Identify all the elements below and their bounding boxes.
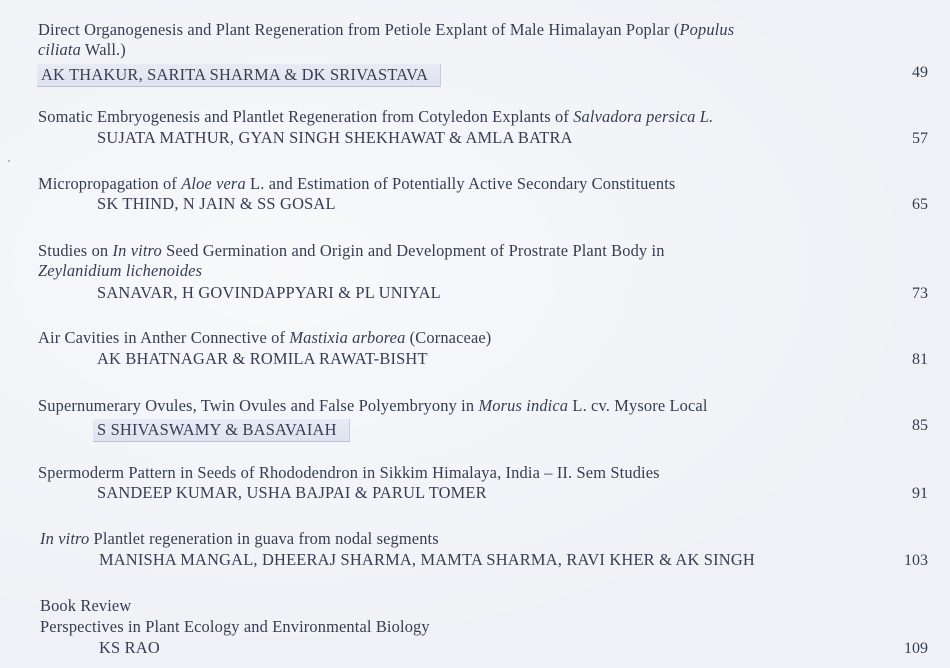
section-heading-book-review: Book Review [40,596,132,615]
article-title-1: Direct Organogenesis and Plant Regeneration from Petiole Explant of Male Himalayan Poplar (Populus ciliata Wall.) [38,20,735,59]
article-title-9: Perspectives in Plant Ecology and Environmental Biology [40,617,430,636]
article-authors-2: SUJATA MATHUR, GYAN SINGH SHEKHAWAT & AMLA BATRA [97,128,573,147]
article-authors-9: KS RAO [99,638,160,657]
page-number-9: 109 [904,640,928,657]
article-title-8: In vitro Plantlet regeneration in guava from nodal segments [40,529,439,548]
paper-speck [8,160,10,162]
article-authors-6: S SHIVASWAMY & BASAVAIAH [93,419,350,442]
article-authors-3: SK THIND, N JAIN & SS GOSAL [97,194,336,213]
article-title-5: Air Cavities in Anther Connective of Mastixia arborea (Cornaceae) [38,328,492,347]
page-number-6: 85 [912,417,928,434]
article-title-6: Supernumerary Ovules, Twin Ovules and False Polyembryony in Morus indica L. cv. Mysore Local [38,396,708,415]
page-number-2: 57 [912,130,928,147]
article-authors-5: AK BHATNAGAR & ROMILA RAWAT-BISHT [97,349,428,368]
article-authors-8: MANISHA MANGAL, DHEERAJ SHARMA, MAMTA SHARMA, RAVI KHER & AK SINGH [99,550,755,569]
page-number-3: 65 [912,196,928,213]
article-title-4: Studies on In vitro Seed Germination and Origin and Development of Prostrate Plant Body in Zeylanidium lichenoides [38,241,665,280]
page-number-5: 81 [912,351,928,368]
article-title-3: Micropropagation of Aloe vera L. and Estimation of Potentially Active Secondary Constituents [38,174,676,193]
page-number-8: 103 [904,552,928,569]
page-number-4: 73 [912,285,928,302]
article-title-2: Somatic Embryogenesis and Plantlet Regeneration from Cotyledon Explants of Salvadora persica L. [38,107,714,126]
article-authors-7: SANDEEP KUMAR, USHA BAJPAI & PARUL TOMER [97,483,487,502]
page-number-7: 91 [912,485,928,502]
article-title-7: Spermoderm Pattern in Seeds of Rhododendron in Sikkim Himalaya, India – II. Sem Studies [38,463,660,482]
article-authors-1: AK THAKUR, SARITA SHARMA & DK SRIVASTAVA [37,64,441,87]
page-number-1: 49 [912,64,928,81]
article-authors-4: SANAVAR, H GOVINDAPPYARI & PL UNIYAL [97,283,441,302]
